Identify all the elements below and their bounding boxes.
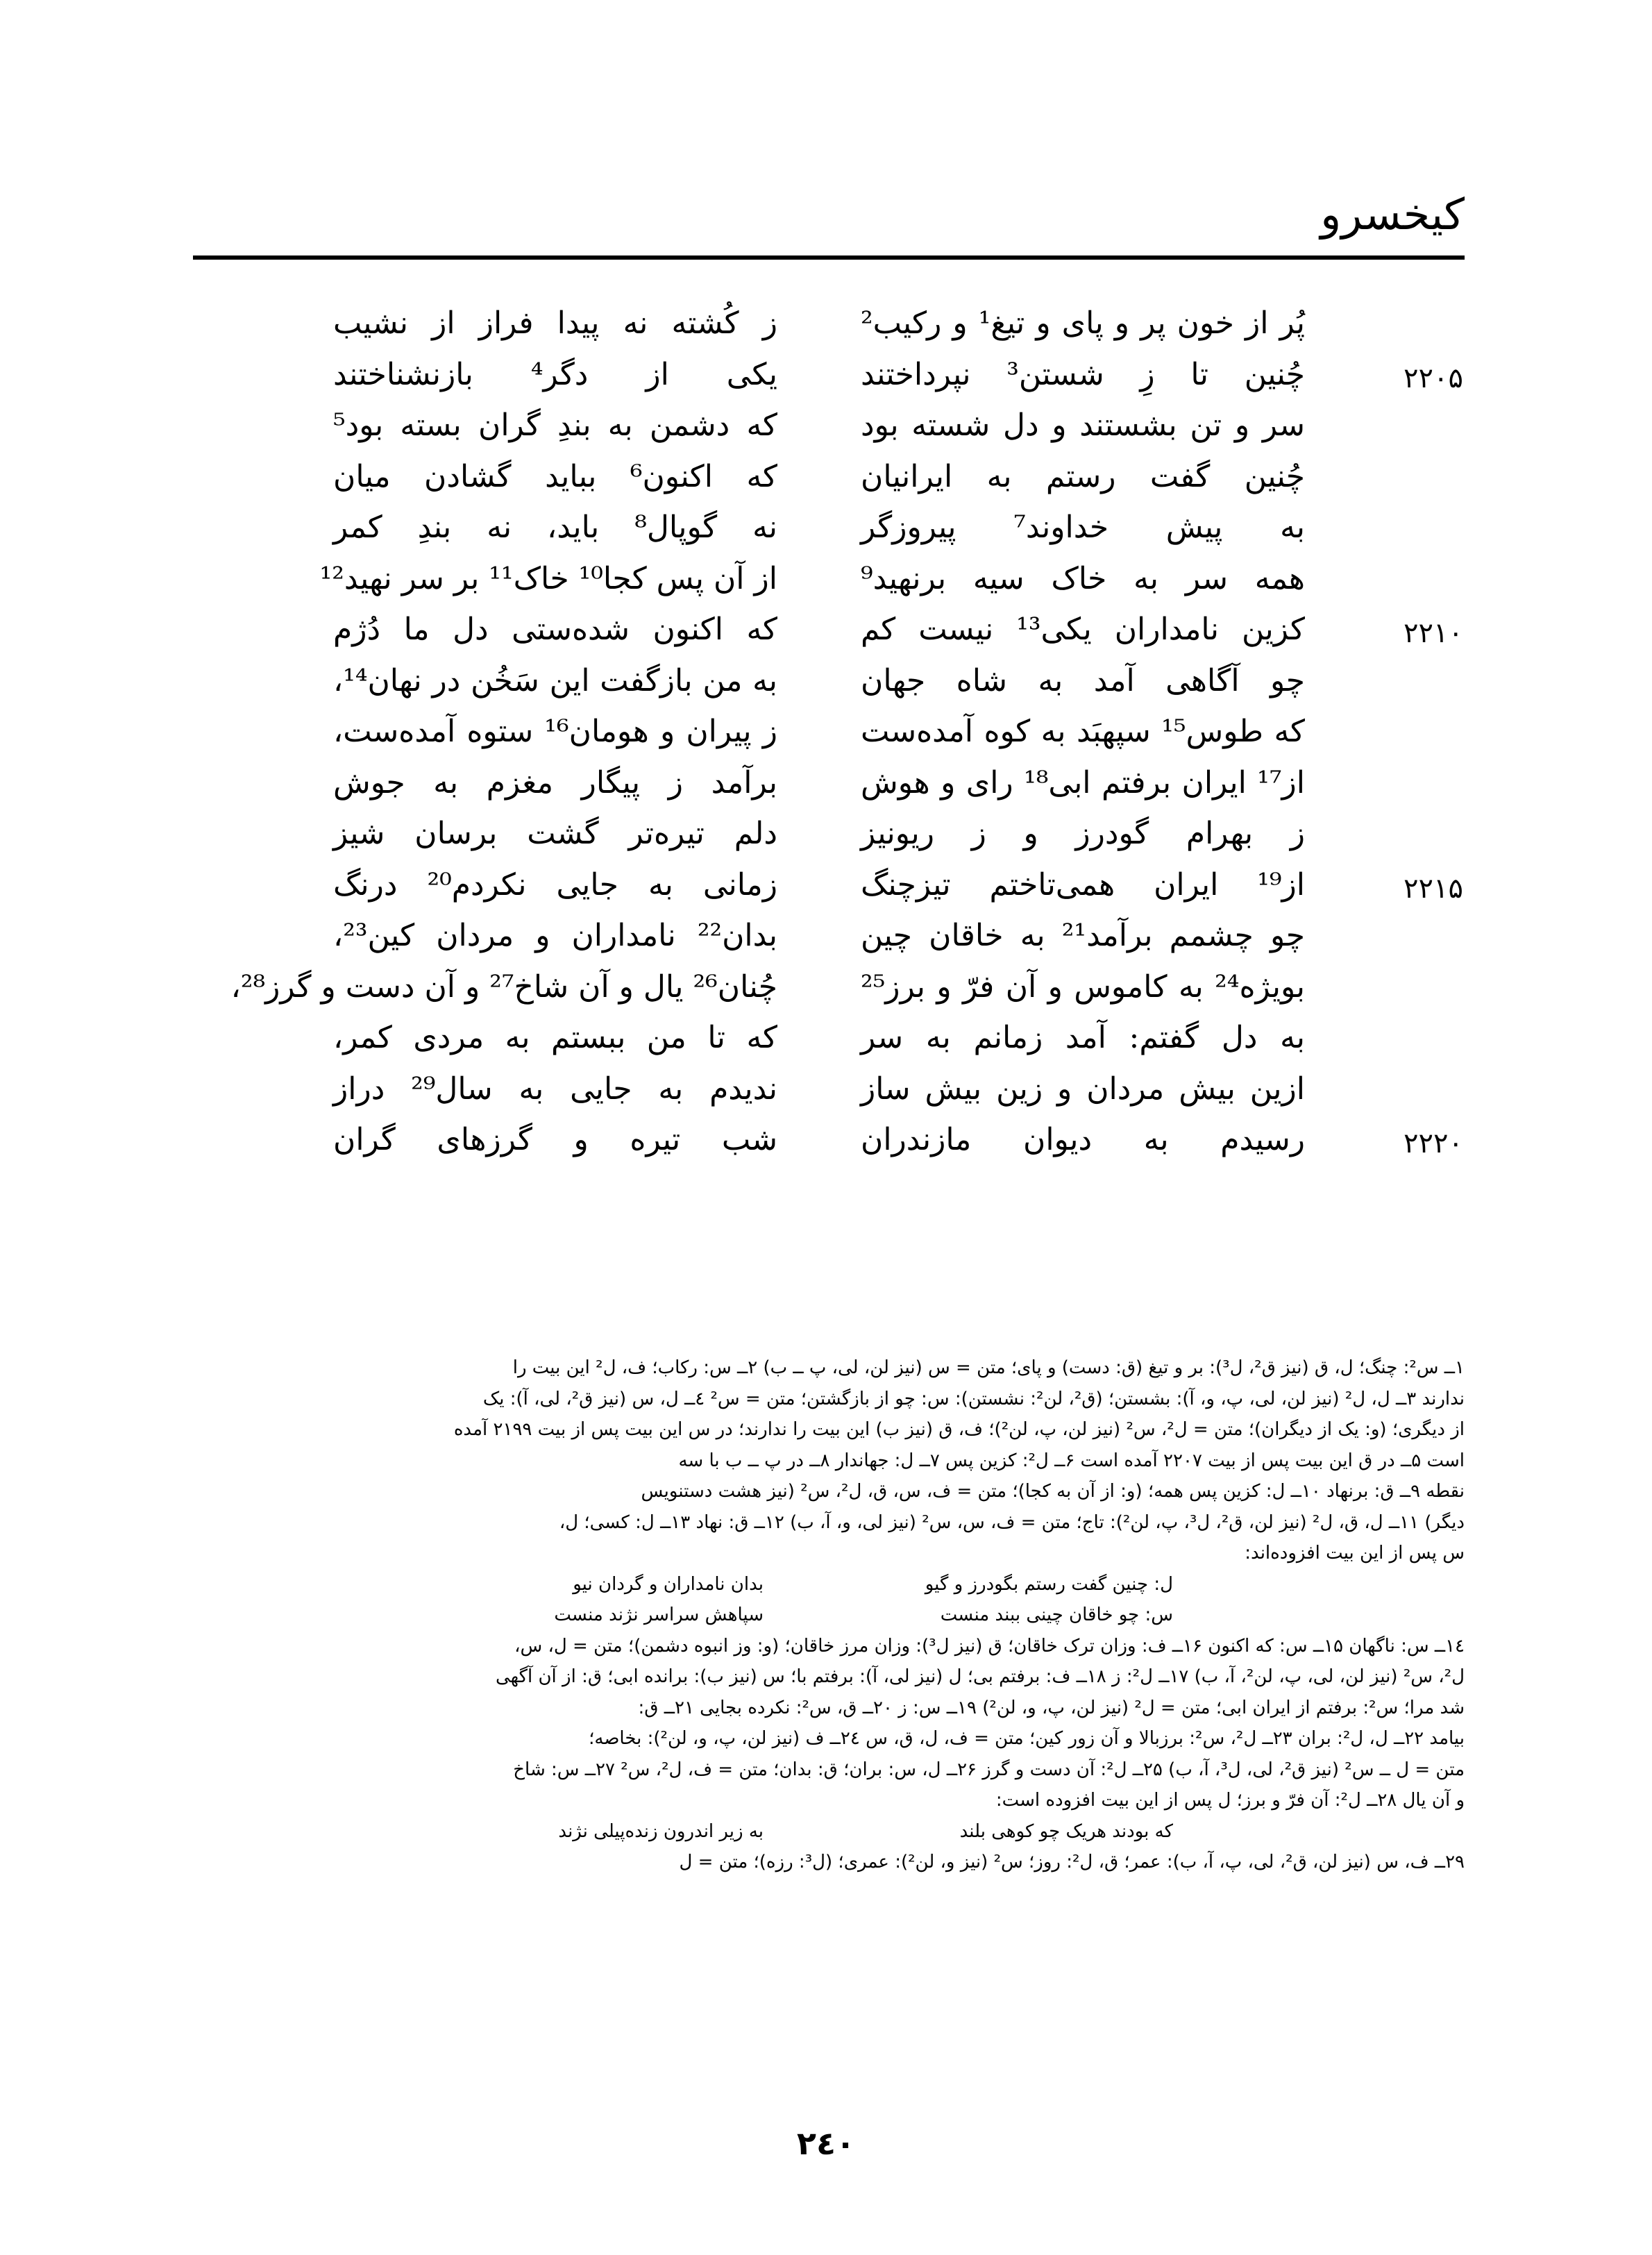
footnote-line: دیگر) ۱۱ــ ل، ق، ل² (نیز لن، ق²، ل³، پ، لن²): تاج؛ متن = ف، س، س² (نیز لی، و، آ، ب) ۱۲ــ ق: نهاد ۱۳ــ ل: کسی؛ ل، — [559, 1511, 1465, 1533]
verse-row — [292, 867, 1472, 919]
second-hemistich: زمانی به جایی نکردم²⁰ درنگ — [333, 866, 777, 903]
verse-row — [292, 459, 1472, 510]
second-hemistich: برآمد ز پیگار مغزم به جوش — [333, 764, 777, 800]
verse-row — [292, 765, 1472, 816]
first-hemistich: چُنین گفت رستم به ایرانیان — [861, 458, 1305, 494]
footnotes — [160, 1352, 1465, 1878]
couplet-first-half: س: چو خاقان چینی ببند منست — [940, 1604, 1173, 1625]
second-hemistich: ز پیران و هومان¹⁶ ستوه آمده‌ست، — [333, 714, 778, 749]
first-hemistich: چو آگاهی آمد به شاه جهان — [861, 662, 1305, 698]
footnote-line: شد مرا؛ س²: برفتم از ایران ابی؛ متن = ل² (نیز لن، پ، و، لن²) ۱۹ــ س: ز ۲۰ــ ق، س²: نکرده بجایی ۲۱ــ ق: — [638, 1697, 1465, 1718]
first-hemistich: کزین نامداران یکی¹³ نیست کم — [861, 612, 1306, 647]
verse-row — [292, 1071, 1472, 1123]
running-title: کیخسرو — [1320, 189, 1465, 240]
verse-number: ۲۲۱۵ — [1404, 872, 1463, 905]
second-hemistich: از آن پس کجا¹⁰ خاک¹¹ بر سر نهید¹² — [319, 560, 777, 596]
verse-row — [292, 714, 1472, 765]
first-hemistich: ازین بیش مردان و زین بیش ساز — [861, 1071, 1305, 1107]
footnote-line: متن = ل ــ س² (نیز ق²، لی، ل³، آ، ب) ۲۵ــ ل²: آن دست و گرز ۲۶ــ ل، س: بران؛ ق: بدان؛ متن = ف، ل²، س² ۲۷ــ س: شاخ — [513, 1759, 1465, 1780]
verse-row — [292, 408, 1472, 459]
footnote-line: ۱٤ــ س: ناگهان ۱۵ــ س: که اکنون ۱۶ــ ف: وزان ترک خاقان؛ ق (نیز ل³): وزان مرز خاقان؛ (و: وز انبوه دشمن)؛ متن = ل، س، — [514, 1635, 1465, 1657]
footnote-line: نقطه ۹ــ ق: برنهاد ۱۰ــ ل: کزین پس همه؛ (و: از آن به کجا)؛ متن = ف، س، ق، ل²، س² (نیز هشت دستنویس — [641, 1481, 1465, 1502]
first-hemistich: از¹⁹ ایران همی‌تاختم تیزچنگ — [861, 866, 1305, 903]
second-hemistich: که تا من ببستم به مردی کمر، — [333, 1020, 777, 1055]
verse-block — [230, 305, 1472, 1173]
first-hemistich: ز بهرام گودرز و ز ریونیز — [861, 816, 1305, 851]
footnote-line: است ۵ــ در ق این بیت پس از بیت ۲۲۰۷ آمده است ۶ــ ل²: کزین پس ۷ــ ل: جهاندار ۸ــ در پ ــ ب با سه — [678, 1450, 1465, 1471]
verse-row — [292, 612, 1472, 663]
second-hemistich: دلم تیره‌تر گشت برسان شیز — [333, 816, 777, 851]
first-hemistich: رسیدم به دیوان مازندران — [861, 1122, 1305, 1157]
second-hemistich: نه گوپال⁸ باید، نه بندِ کمر — [333, 510, 777, 545]
second-hemistich: که دشمن به بندِ گران بسته بود⁵ — [333, 408, 777, 443]
second-hemistich: شب تیره و گرزهای گران — [333, 1122, 777, 1157]
first-hemistich: چُنین تا زِ شستن³ نپرداختند — [861, 356, 1305, 392]
first-hemistich: به دل گفتم: آمد زمانم به سر — [861, 1020, 1305, 1055]
verse-row — [292, 357, 1472, 408]
verse-row — [292, 918, 1472, 969]
couplet-second-half: سپاهش سراسر نژند منست — [554, 1604, 764, 1625]
verse-row — [292, 510, 1472, 561]
footnote-line: بیامد ۲۲ــ ل، ل²: بران ۲۳ــ ل²، س²: برزبالا و آن زور کین؛ متن = ف، ل، ق، س ۲٤ــ ف (نیز لن، پ، و، لن²): بخاصه؛ — [589, 1728, 1465, 1749]
footnote-line: ۱ــ س²: چنگ؛ ل، ق (نیز ق²، ل³): بر و تیغ (ق: دست) و پای؛ متن = س (نیز لن، لی، پ ــ ب) ۲ــ س: رکاب؛ ف، ل² این بیت را — [512, 1357, 1465, 1378]
first-hemistich: چو چشمم برآمد²¹ به خاقان چین — [861, 918, 1305, 953]
first-hemistich: همه سر به خاک سیه برنهید⁹ — [861, 560, 1305, 596]
verse-row — [292, 561, 1472, 612]
couplet-second-half: بدان نامداران و گردان نیو — [573, 1573, 764, 1595]
second-hemistich: به من بازگفت این سَخُن در نهان¹⁴، — [333, 662, 777, 698]
verse-row — [292, 663, 1472, 714]
first-hemistich: سر و تن بشستند و دل شسته بود — [861, 408, 1305, 443]
couplet-second-half: به زیر اندرون زنده‌پیلی نژند — [558, 1820, 764, 1842]
first-hemistich: که طوس¹⁵ سپهبَد به کوه آمده‌ست — [861, 714, 1305, 749]
header-rule — [193, 255, 1465, 260]
verse-row — [292, 816, 1472, 867]
first-hemistich: پُر از خون پر و پای و تیغ¹ و رکیب² — [861, 305, 1305, 341]
couplet-first-half: که بودند هریک چو کوهی بلند — [959, 1820, 1173, 1842]
footnote-line: س پس از این بیت افزوده‌اند: — [1245, 1543, 1465, 1564]
first-hemistich: بویژه²⁴ به کاموس و آن فرّ و برز²⁵ — [861, 969, 1305, 1005]
footnote-line: ۲۹ــ ف، س (نیز لن، ق²، لی، پ، آ، ب): عمر؛ ق، ل²: روز؛ س² (نیز و، لن²): عمری؛ (ل³: رزه)؛ متن = ل — [679, 1852, 1465, 1872]
couplet-first-half: ل: چنین گفت رستم بگودرز و گیو — [925, 1573, 1173, 1595]
footnote-line: ندارند ۳ــ ل، ل² (نیز لن، لی، پ، و، آ): بشستن؛ (ق²، لن²: نشستن): س: چو از بازگشتن؛ متن = س² ٤ــ ل، س (نیز ق²، لی، آ): یک — [482, 1388, 1465, 1409]
first-hemistich: به پیش خداوند⁷ پیروزگر — [861, 510, 1305, 545]
verse-row — [292, 1122, 1472, 1173]
first-hemistich: از¹⁷ ایران برفتم ابی¹⁸ رای و هوش — [861, 764, 1305, 800]
added-couplet — [160, 1816, 1465, 1847]
verse-row — [292, 1020, 1472, 1071]
second-hemistich: بدان²² نامداران و مردان کین²³، — [333, 918, 777, 953]
second-hemistich: چُنان²⁶ یال و آن شاخ²⁷ و آن دست و گرز²⁸، — [230, 969, 777, 1005]
verse-number: ۲۲۲۰ — [1404, 1128, 1463, 1159]
footnote-line: و آن یال ۲۸ــ ل²: آن فرّ و برز؛ ل پس از این بیت افزوده است: — [995, 1790, 1465, 1811]
second-hemistich: ز کُشته نه پیدا فراز از نشیب — [333, 305, 777, 341]
second-hemistich: ندیدم به جایی به سال²⁹ دراز — [333, 1071, 777, 1107]
added-couplet — [160, 1569, 1465, 1600]
added-couplet — [160, 1600, 1465, 1631]
second-hemistich: که اکنون⁶ بباید گشادن میان — [333, 458, 778, 494]
verse-number: ۲۲۱۰ — [1404, 617, 1463, 649]
page-number: ۲٤۰ — [796, 2124, 856, 2162]
second-hemistich: که اکنون شده‌ستی دل ما دُژم — [333, 612, 777, 647]
verse-number: ۲۲۰۵ — [1404, 362, 1463, 394]
verse-row — [230, 969, 1472, 1021]
footnote-line: از دیگری؛ (و: یک از دیگران)؛ متن = ل²، س² (نیز لن، پ، لن²)؛ ف، ق (نیز ب) این بیت را ندارند؛ در س این بیت پس از بیت ۲۱۹۹ آمده — [453, 1419, 1465, 1440]
verse-row — [292, 305, 1472, 357]
footnote-line: ل²، س² (نیز لن، لی، پ، لن²، آ، ب) ۱۷ــ ل²: ز ۱۸ــ ف: برفتم بی؛ ل (نیز لی، آ): برفتم با؛ س (نیز ب): برانده ابی؛ ق: از آن آگهی — [495, 1666, 1465, 1687]
second-hemistich: یکی از دگر⁴ بازنشناختند — [333, 356, 777, 392]
